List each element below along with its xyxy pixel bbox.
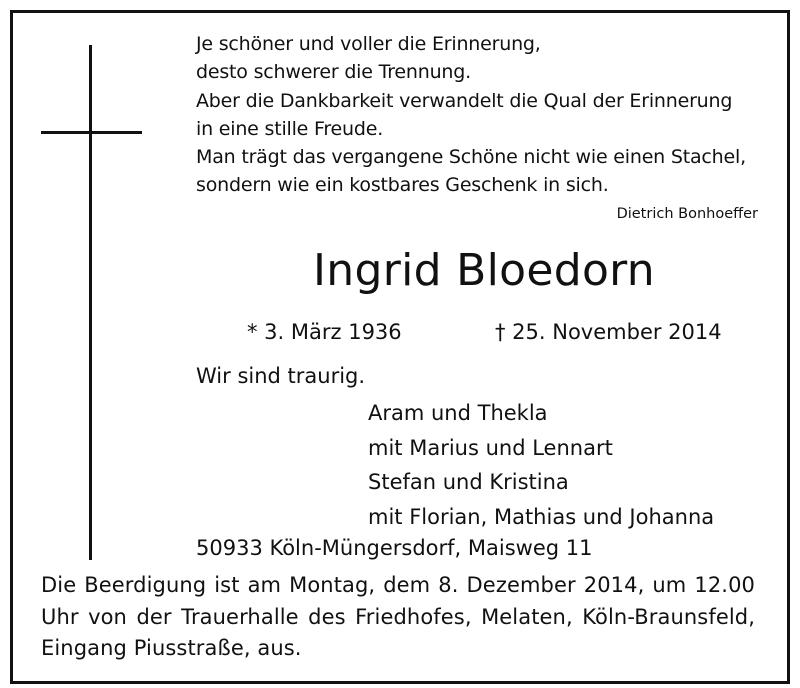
- poem-line: Aber die Dankbarkeit verwandelt die Qual der Erinnerung: [196, 89, 733, 112]
- family-list: [368, 396, 714, 534]
- poem-line: sondern wie ein kostbares Geschenk in sich.: [196, 174, 609, 197]
- poem-line: desto schwerer die Trennung.: [196, 61, 471, 84]
- mourning-statement: Wir sind traurig.: [196, 364, 366, 388]
- death-date: † 25. November 2014: [495, 320, 722, 344]
- cross-icon-horizontal: [41, 131, 142, 134]
- family-member-line: Stefan und Kristina: [368, 470, 569, 494]
- family-member-line: mit Florian, Mathias und Johanna: [368, 504, 715, 529]
- poem-line: in eine stille Freude.: [196, 117, 384, 140]
- family-member-line: Aram und Thekla: [368, 401, 548, 425]
- poem-author: Dietrich Bonhoeffer: [616, 206, 758, 222]
- poem-line: Je schöner und voller die Erinnerung,: [196, 33, 541, 55]
- funeral-notice: Die Beerdigung ist am Montag, dem 8. Dezember 2014, um 12.00 Uhr von der Trauerhalle des Friedhofes, Melaten, Köln-Braunsfeld, Eingang Piusstraße, aus.: [41, 573, 755, 660]
- family-member-line: mit Marius und Lennart: [368, 435, 613, 460]
- poem-line: Man trägt das vergangene Schöne nicht wie einen Stachel,: [196, 146, 746, 169]
- family-address: 50933 Köln-Müngersdorf, Maisweg 11: [196, 536, 593, 560]
- birth-date: * 3. März 1936: [247, 320, 402, 344]
- poem-block: [196, 30, 766, 200]
- deceased-name: Ingrid Bloedorn: [313, 245, 655, 296]
- cross-icon-vertical: [89, 45, 92, 560]
